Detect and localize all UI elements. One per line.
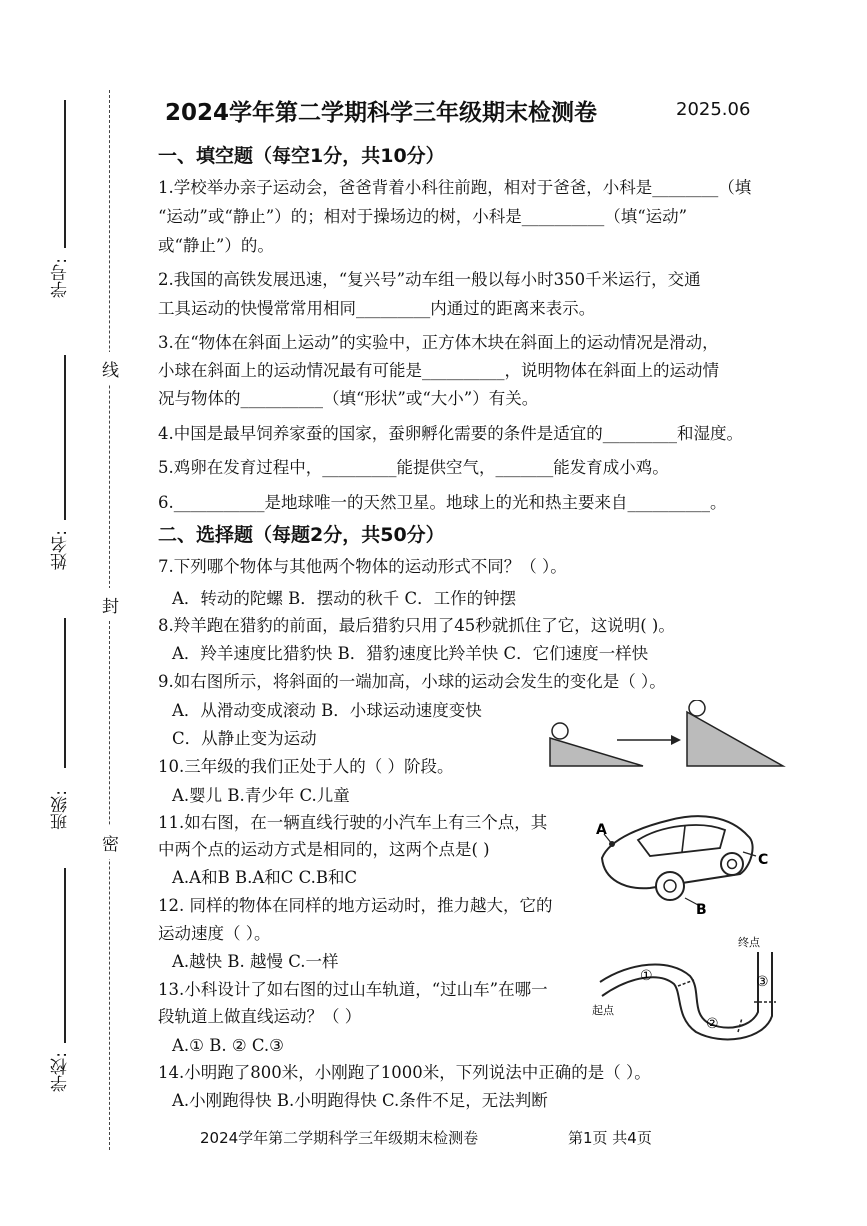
car-figure: [590, 808, 780, 920]
q13-line2: 段轨道上做直线运动？（ ）: [158, 1007, 362, 1026]
binding-line-top: [64, 100, 66, 248]
q12-options: A.越快 B. 越慢 C.一样: [172, 952, 339, 971]
car-label-b: B: [696, 902, 707, 918]
q8-line: 8.羚羊跑在猎豹的前面，最后猎豹只用了45秒就抓住了它，这说明( )。: [158, 616, 675, 635]
track-label-start: 起点: [592, 1004, 614, 1017]
q2-line1: 2.我国的高铁发展迅速，“复兴号”动车组一般以每小时350千米运行，交通: [158, 270, 701, 289]
q11-options: A.A和B B.A和C C.B和C: [172, 868, 358, 887]
footer-title: 2024学年第二学期科学三年级期末检测卷: [200, 1129, 479, 1147]
binding-line-3: [64, 618, 66, 768]
ball-high: [689, 700, 705, 716]
q2-line2: 工具运动的快慢常常用相同_________内通过的距离来表示。: [158, 299, 596, 318]
q11-line2: 中两个点的运动方式是相同的，这两个点是( ): [158, 840, 490, 859]
low-slope: [550, 738, 643, 766]
track-label-seg3: ③: [756, 974, 769, 990]
class-label: 班级:: [51, 790, 71, 830]
ball-low: [552, 723, 568, 739]
q14-options: A.小刚跑得快 B.小明跑得快 C.条件不足，无法判断: [172, 1091, 548, 1110]
q1-line1: 1.学校举办亲子运动会，爸爸背着小科往前跑，相对于爸爸，小科是________（填: [158, 178, 752, 197]
footer-page-number: 第1页 共4页: [568, 1129, 652, 1147]
section2-heading: 二、选择题（每题2分，共50分）: [158, 524, 445, 546]
page-title: 2024学年第二学期科学三年级期末检测卷: [165, 100, 598, 126]
car-label-a: A: [596, 822, 607, 838]
track-label-seg1: ①: [640, 968, 653, 984]
q10-options: A.婴儿 B.青少年 C.儿童: [172, 786, 350, 805]
q3-line1: 3.在“物体在斜面上运动”的实验中，正方体木块在斜面上的运动情况是滑动，: [158, 333, 719, 352]
track-outer: [600, 952, 758, 1028]
track-label-seg2: ②: [706, 1016, 719, 1032]
q8-options: A．羚羊速度比猎豹快 B．猎豹速度比羚羊快 C．它们速度一样快: [172, 644, 649, 663]
binding-line-2: [64, 355, 66, 520]
car-label-c: C: [758, 852, 769, 868]
school-label: 学校:: [51, 1052, 71, 1092]
exam-date: 2025.06: [676, 99, 751, 120]
arrow-head: [671, 735, 681, 745]
track-figure: [590, 932, 780, 1042]
q14-line: 14.小明跑了800米，小刚跑了1000米，下列说法中正确的是（ ）。: [158, 1063, 651, 1082]
binding-char-feng: 封: [102, 588, 119, 621]
slope-figure: [545, 700, 790, 772]
q4-line: 4.中国是最早饲养家蚕的国家，蚕卵孵化需要的条件是适宜的_________和湿度。: [158, 424, 743, 443]
q9-line: 9.如右图所示，将斜面的一端加高，小球的运动会发生的变化是（ ）。: [158, 672, 666, 691]
student-number-label: 学号:: [51, 258, 71, 298]
q1-line3: 或“静止”）的。: [158, 236, 274, 255]
q13-options: A.① B. ② C.③: [172, 1036, 284, 1055]
q10-line: 10.三年级的我们正处于人的（ ）阶段。: [158, 757, 454, 776]
q13-line1: 13.小科设计了如右图的过山车轨道，“过山车”在哪一: [158, 980, 548, 999]
q12-line1: 12. 同样的物体在同样的地方运动时，推力越大，它的: [158, 896, 553, 915]
q12-line2: 运动速度（ ）。: [158, 924, 271, 943]
binding-line-4: [64, 868, 66, 1043]
track-inner: [602, 952, 772, 1039]
q9-option-ab: A．从滑动变成滚动 B．小球运动速度变快: [172, 701, 482, 720]
q7-options: A．转动的陀螺 B．摆动的秋千 C．工作的钟摆: [172, 589, 517, 608]
name-label: 姓名:: [51, 530, 71, 570]
q3-line2: 小球在斜面上的运动情况最有可能是__________，说明物体在斜面上的运动情: [158, 361, 719, 380]
q7-line: 7.下列哪个物体与其他两个物体的运动形式不同？（ ）。: [158, 557, 567, 576]
q6-line: 6.___________是地球唯一的天然卫星。地球上的光和热主要来自__________。: [158, 493, 727, 512]
binding-char-xian: 线: [102, 352, 119, 385]
section1-heading: 一、填空题（每空1分，共10分）: [158, 145, 445, 167]
q9-option-c: C．从静止变为运动: [172, 729, 317, 748]
q5-line: 5.鸡卵在发育过程中，_________能提供空气，_______能发育成小鸡。: [158, 458, 669, 477]
track-label-end: 终点: [738, 936, 760, 949]
q11-line1: 11.如右图，在一辆直线行驶的小汽车上有三个点，其: [158, 813, 548, 832]
q3-line3: 况与物体的__________（填“形状”或“大小”）有关。: [158, 389, 539, 408]
high-slope: [687, 712, 783, 766]
binding-char-mi: 密: [102, 826, 119, 859]
q1-line2: “运动”或“静止”）的；相对于操场边的树，小科是__________（填“运动”: [158, 207, 688, 226]
